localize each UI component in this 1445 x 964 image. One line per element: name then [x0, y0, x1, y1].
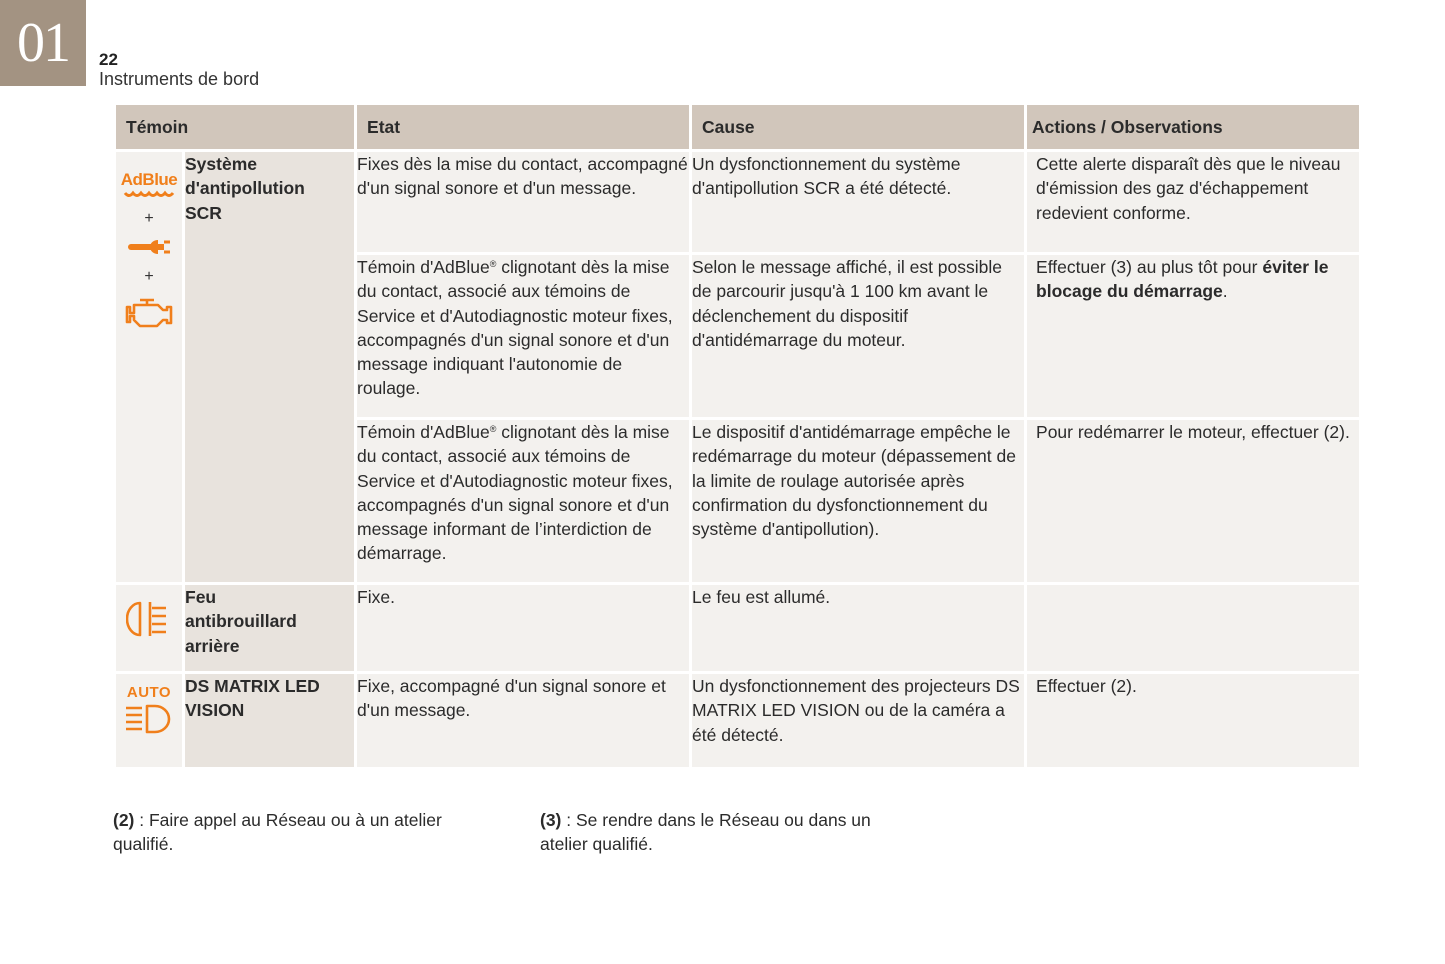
fog-icon-cell	[115, 584, 184, 673]
etat-cell: Fixe.	[356, 584, 691, 673]
row-name-line: Système	[185, 154, 257, 174]
row-name-line: DS MATRIX LED	[185, 676, 320, 696]
wrench-icon	[125, 237, 173, 257]
actions-emphasis: éviter le blocage du démarrage	[1036, 257, 1329, 302]
plus-sign: +	[144, 268, 154, 285]
etat-cell	[356, 419, 691, 584]
actions-cell: Cette alerte disparaît dès que le niveau d'émission des gaz d'échappement redevient conforme.	[1026, 151, 1361, 254]
table-row	[115, 673, 1361, 769]
auto-icon-label: AUTO	[126, 684, 172, 701]
actions-cell	[1026, 254, 1361, 419]
chapter-number: 01	[0, 0, 86, 86]
registered-mark: ®	[489, 424, 497, 434]
matrix-icon-cell	[115, 673, 184, 769]
column-header-etat: Etat	[356, 104, 691, 151]
etat-text: clignotant dès la mise du contact, associé aux témoins de Service et d'Autodiagnostic moteur fixes, accompagnés d'un signal sonore et d'un message indiquant l'autonomie de roulage.	[357, 257, 673, 399]
scr-name-cell	[184, 151, 356, 584]
auto-headlight-icon	[124, 703, 174, 735]
fog-name-cell	[184, 584, 356, 673]
row-name-line: SCR	[185, 202, 222, 223]
cause-cell: Un dysfonctionnement des projecteurs DS MATRIX LED VISION ou de la caméra a été détecté.	[691, 673, 1026, 769]
row-name-line: arrière	[185, 635, 240, 656]
cause-cell: Le dispositif d'antidémarrage empêche le redémarrage du moteur (dépassement de la limite de roulage autorisée après confirmation du dysfonctionnement du système d'antipollution).	[691, 419, 1026, 584]
adblue-waves-icon	[123, 189, 175, 199]
etat-text: Témoin d'AdBlue	[357, 422, 490, 442]
footnote-ref: (2)	[113, 810, 135, 830]
footnote-text: : Se rendre dans le Réseau ou dans un atelier qualifié.	[540, 810, 871, 855]
footnote-2	[113, 808, 483, 857]
actions-text: .	[1222, 281, 1228, 302]
actions-text: Effectuer (3) au plus tôt pour	[1036, 257, 1263, 277]
column-header-temoin: Témoin	[115, 104, 356, 151]
footnote-text: : Faire appel au Réseau ou à un atelier qualifié.	[113, 810, 442, 855]
rear-fog-light-icon	[126, 599, 172, 639]
etat-text: clignotant dès la mise du contact, associé aux témoins de Service et d'Autodiagnostic moteur fixes, accompagnés d'un signal sonore et d'un message informant de l’interdiction de démarrage.	[357, 422, 673, 564]
footnote-ref: (3)	[540, 810, 562, 830]
actions-cell: Pour redémarrer le moteur, effectuer (2).	[1026, 419, 1361, 584]
warning-lights-table	[113, 102, 1362, 770]
column-header-cause: Cause	[691, 104, 1026, 151]
etat-cell	[356, 254, 691, 419]
page-number: 22	[99, 50, 118, 69]
table-row	[115, 151, 1361, 254]
adblue-icon-label: AdBlue	[120, 170, 178, 189]
section-title: Instruments de bord	[99, 69, 260, 89]
engine-icon	[124, 295, 174, 331]
etat-cell: Fixe, accompagné d'un signal sonore et d'un message.	[356, 673, 691, 769]
cause-cell: Un dysfonctionnement du système d'antipollution SCR a été détecté.	[691, 151, 1026, 254]
row-name-line: VISION	[185, 700, 245, 721]
actions-cell	[1026, 584, 1361, 673]
etat-text: Témoin d'AdBlue	[357, 257, 490, 277]
row-name-line: Feu	[185, 587, 217, 607]
matrix-name-cell	[184, 673, 356, 769]
registered-mark: ®	[489, 259, 497, 269]
table-header-row	[115, 104, 1361, 151]
etat-cell: Fixes dès la mise du contact, accompagné d'un signal sonore et d'un message.	[356, 151, 691, 254]
scr-icons-cell	[115, 151, 184, 584]
column-header-actions: Actions / Observations	[1026, 104, 1361, 151]
plus-sign: +	[144, 210, 154, 227]
actions-cell: Effectuer (2).	[1026, 673, 1361, 769]
cause-cell: Le feu est allumé.	[691, 584, 1026, 673]
cause-cell: Selon le message affiché, il est possible de parcourir jusqu'à 1 100 km avant le déclenchement du dispositif d'antidémarrage du moteur.	[691, 254, 1026, 419]
table-row	[115, 584, 1361, 673]
row-name-line: antibrouillard	[185, 611, 297, 632]
footnote-3	[540, 808, 910, 857]
row-name-line: d'antipollution	[185, 178, 305, 199]
